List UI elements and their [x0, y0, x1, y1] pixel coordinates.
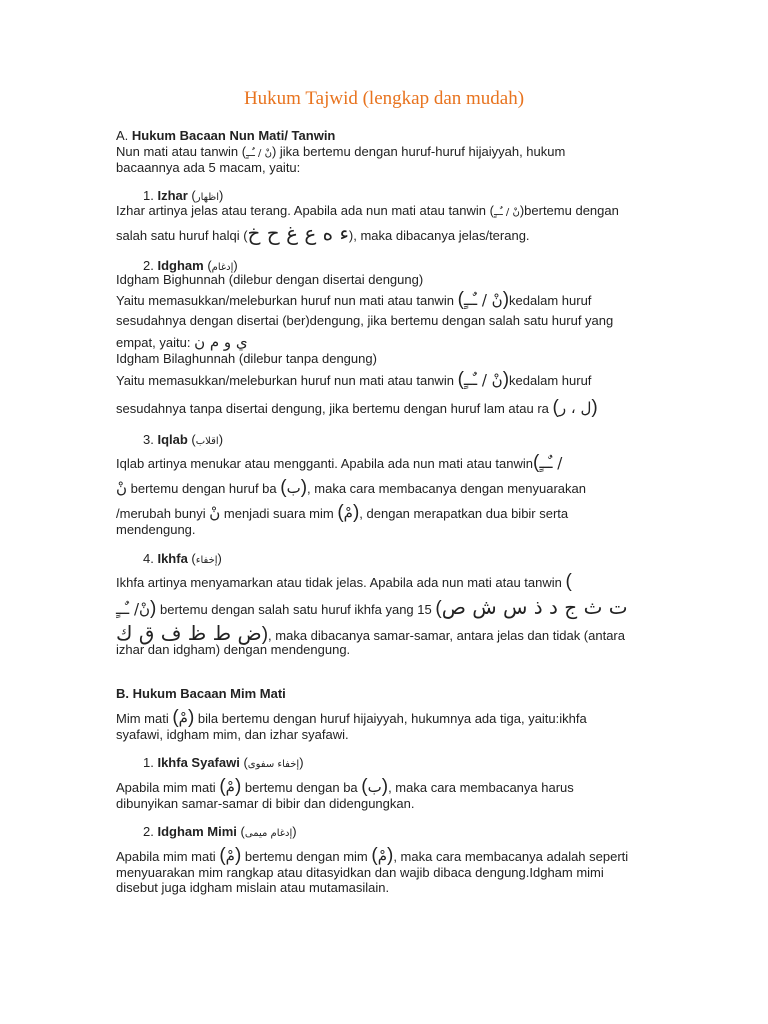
text: Nun mati atau tanwin ( — [116, 144, 247, 159]
text: sesudahnya tanpa disertai dengung, jika bertemu dengan huruf lam atau ra — [116, 401, 549, 416]
idgham-bighunnah-line2: sesudahnya dengan disertai (ber)dengung, jika bertemu dengan salah satu huruf yang — [116, 313, 614, 328]
arabic-text: ت ث ج د ذ س ش ص — [441, 595, 628, 619]
arabic-text: مْ — [225, 778, 235, 796]
section-b-intro: Mim mati (مْ) bila bertemu dengan huruf hijaiyyah, hukumnya ada tiga, yaitu:ikhfa — [116, 707, 587, 728]
arabic-text: مْ — [377, 847, 387, 865]
item-name: Izhar — [157, 188, 188, 203]
ikhfa-line4: izhar dan idgham) dengan mendengung. — [116, 642, 351, 657]
text: Apabila mim mati — [116, 849, 216, 864]
text: ) jika bertemu dengan huruf-huruf hijaiyyah, hukum — [271, 144, 566, 159]
iqlab-line3: /merubah bunyi نْ menjadi suara mim (مْ), dengan merapatkan dua bibir serta — [116, 502, 569, 523]
ikhfa-syafawi-heading: 1. Ikhfa Syafawi (إخفاء سفوى) — [143, 755, 304, 770]
text: bertemu dengan ba — [244, 780, 358, 795]
section-a-heading — [116, 128, 335, 144]
item-name: Idgham Mimi — [157, 824, 237, 839]
text: bila bertemu dengan huruf hijaiyyah, hukumnya ada tiga, yaitu:ikhfa — [197, 711, 587, 726]
section-b-heading: B. Hukum Bacaan Mim Mati — [116, 686, 286, 701]
arabic-text: نْ — [209, 504, 221, 522]
arabic-text: نْ / ـٌــٍ — [463, 291, 503, 309]
izhar-line2 — [116, 221, 530, 245]
text: , maka cara membacanya harus — [388, 780, 574, 795]
iqlab-line4: mendengung. — [116, 522, 196, 537]
arabic-text: نْ / ـٌــٍ — [493, 207, 520, 218]
text: Apabila mim mati — [116, 780, 216, 795]
arabic-text: إخفاء سفوى — [247, 759, 300, 770]
section-a-prefix: A. — [116, 128, 129, 143]
section-b-intro-line2: syafawi, idgham mim, dan izhar syafawi. — [116, 727, 349, 742]
item-number: 3. — [143, 432, 154, 447]
idgham-bighunnah-title: Idgham Bighunnah (dilebur dengan disertai dengung) — [116, 272, 424, 287]
arabic-text: إخفاء — [195, 555, 218, 566]
page-title: Hukum Tajwid (lengkap dan mudah) — [243, 88, 525, 109]
text: salah satu huruf halqi ( — [116, 228, 248, 243]
text: /merubah bunyi — [116, 506, 206, 521]
text: , maka cara membacanya adalah seperti — [393, 849, 629, 864]
arabic-text: نْ — [116, 479, 128, 497]
arabic-text: نْ / ـٌــٍ — [246, 148, 272, 159]
text: , dengan merapatkan dua bibir serta — [359, 506, 569, 521]
section-a-title: Hukum Bacaan Nun Mati/ Tanwin — [131, 128, 336, 143]
item-number: 4. — [143, 551, 154, 566]
arabic-text: اظهار — [195, 192, 219, 203]
arabic-text: ض ط ظ ف ق ك — [116, 621, 262, 645]
text: Iqlab artinya menukar atau mengganti. Apabila ada nun mati atau tanwin — [116, 456, 533, 471]
idgham-bilaghunnah-title: Idgham Bilaghunnah (dilebur tanpa dengung) — [116, 351, 377, 366]
text: Mim mati — [116, 711, 169, 726]
section-a-intro-line2: bacaannya ada 5 macam, yaitu: — [116, 160, 301, 175]
arabic-text: مْ — [343, 504, 353, 522]
idgham-bilaghunnah-line1: Yaitu memasukkan/meleburkan huruf nun mati atau tanwin (نْ / ـٌــٍ)kedalam huruf — [116, 369, 592, 390]
arabic-text: ب — [286, 479, 301, 497]
izhar-line1 — [116, 203, 619, 221]
item-number: 1. — [143, 188, 154, 203]
text: Ikhfa artinya menyamarkan atau tidak jelas. Apabila ada nun mati atau tanwin — [116, 575, 562, 590]
ikhfa-line1: Ikhfa artinya menyamarkan atau tidak jelas. Apabila ada nun mati atau tanwin ( — [116, 571, 572, 592]
text: menjadi suara mim — [223, 506, 334, 521]
arabic-text: إدغام ميمى — [244, 828, 293, 839]
arabic-text: ء ه ع غ ح خ — [247, 221, 349, 245]
iqlab-line1: Iqlab artinya menukar atau mengganti. Apabila ada nun mati atau tanwin(/ ـٌــٍ — [116, 452, 563, 473]
text: bertemu dengan mim — [244, 849, 368, 864]
arabic-text: ل ، ر — [558, 399, 592, 417]
idgham-mimi-line2: menyuarakan mim rangkap atau ditasyidkan dan wajib dibaca dengung.Idgham mimi — [116, 865, 604, 880]
izhar-heading: 1. Izhar (اظهار) — [143, 188, 224, 203]
arabic-text: نْ / ـٌــٍ — [463, 371, 503, 389]
item-number: 1. — [143, 755, 154, 770]
idgham-mimi-line1: Apabila mim mati (مْ) bertemu dengan mim (مْ), maka cara membacanya adalah seperti — [116, 845, 629, 866]
text: Yaitu memasukkan/meleburkan huruf nun mati atau tanwin — [116, 373, 454, 388]
item-name: Iqlab — [157, 432, 188, 447]
ikhfa-line3: ض ط ظ ف ق ك), maka dibacanya samar-samar, antara jelas dan tidak (antara — [116, 621, 625, 645]
text: )bertemu dengan — [519, 203, 619, 218]
text: bertemu dengan huruf ba — [130, 481, 277, 496]
ikhfa-heading: 4. Ikhfa (إخفاء) — [143, 551, 222, 566]
ikhfa-line2: نْ/ ـٌــٍ) bertemu dengan salah satu huruf ikhfa yang 15 (ت ث ج د ذ س ش ص — [116, 595, 628, 619]
idgham-bighunnah-line3 — [116, 334, 248, 351]
ikhfa-syafawi-line1: Apabila mim mati (مْ) bertemu dengan ba (ب), maka cara membacanya harus — [116, 776, 574, 797]
idgham-bilaghunnah-line2: sesudahnya tanpa disertai dengung, jika bertemu dengan huruf lam atau ra (ل ، ر) — [116, 397, 598, 418]
idgham-heading: 2. Idgham (إدغام) — [143, 258, 238, 273]
text: , maka dibacanya samar-samar, antara jelas dan tidak (antara — [268, 628, 625, 643]
iqlab-line2: نْ bertemu dengan huruf ba (ب), maka cara membacanya dengan menyuarakan — [116, 477, 586, 498]
text: ), maka dibacanya jelas/terang. — [348, 228, 530, 243]
arabic-text: ب — [367, 778, 382, 796]
text: , maka cara membacanya dengan menyuarakan — [307, 481, 586, 496]
iqlab-heading: 3. Iqlab (اقلاب) — [143, 432, 224, 447]
idgham-mimi-heading: 2. Idgham Mimi (إدغام ميمى) — [143, 824, 297, 839]
item-name: Ikhfa — [157, 551, 188, 566]
text: kedalam huruf — [509, 373, 592, 388]
idgham-bighunnah-line1: Yaitu memasukkan/meleburkan huruf nun mati atau tanwin (نْ / ـٌــٍ)kedalam huruf — [116, 289, 592, 310]
arabic-text: نْ/ ـٌــٍ — [116, 600, 151, 618]
item-name: Idgham — [157, 258, 204, 273]
text: empat, yaitu: — [116, 335, 191, 350]
idgham-mimi-line3: disebut juga idgham mislain atau mutamasilain. — [116, 880, 390, 895]
text: bertemu dengan salah satu huruf ikhfa yang 15 — [159, 602, 432, 617]
text: Izhar artinya jelas atau terang. Apabila ada nun mati atau tanwin ( — [116, 203, 494, 218]
item-number: 2. — [143, 824, 154, 839]
arabic-text: إدغام — [211, 262, 234, 273]
arabic-text: ي و م ن — [194, 333, 248, 351]
text: kedalam huruf — [509, 293, 592, 308]
arabic-text: / ـٌــٍ — [539, 454, 563, 472]
arabic-text: مْ — [225, 847, 235, 865]
item-number: 2. — [143, 258, 154, 273]
text: Yaitu memasukkan/meleburkan huruf nun mati atau tanwin — [116, 293, 454, 308]
ikhfa-syafawi-line2: dibunyikan samar-samar di bibir dan didengungkan. — [116, 796, 415, 811]
arabic-text: اقلاب — [195, 436, 219, 447]
item-name: Ikhfa Syafawi — [157, 755, 240, 770]
arabic-text: مْ — [178, 709, 188, 727]
